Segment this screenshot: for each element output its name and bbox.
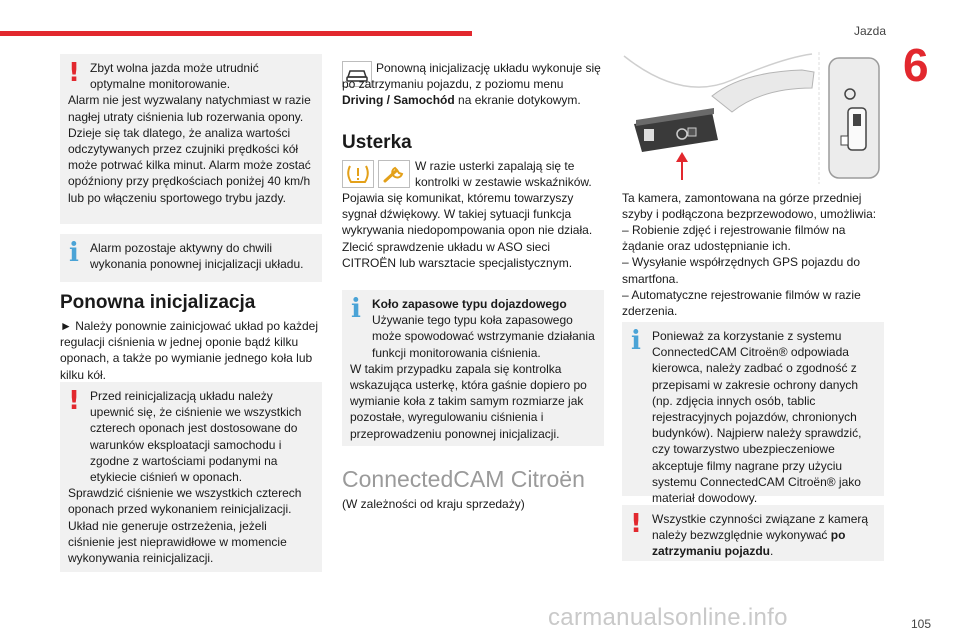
heading-fault: Usterka bbox=[342, 132, 412, 153]
camera-feature-list bbox=[622, 222, 884, 319]
heading-reinit: Ponowna inicjalizacja bbox=[60, 292, 256, 313]
warning-tail-text: . bbox=[770, 544, 774, 559]
warning-mark-icon: ! bbox=[630, 509, 642, 539]
warning-lead-text: Wszystkie czynności związane z kamerą należy bezwzględnie wykonywać bbox=[652, 512, 869, 543]
list-item: – Robienie zdjęć i rejestrowanie filmów na żądanie oraz udostępnianie ich. bbox=[622, 223, 846, 254]
service-wrench-icon bbox=[378, 160, 410, 188]
fault-body: Pojawia się komunikat, któremu towarzyszy sygnał dźwiękowy. W takiej sytuacji funkcja wykrywania niedopompowania opon nie działa. Zlecić sprawdzenie układu w ASO sieci CITROËN lub warsztacie specjalistycznym. bbox=[342, 191, 593, 270]
intro-menu: Driving / Samochód bbox=[342, 93, 455, 108]
intro-tail: na ekranie dotykowym. bbox=[454, 93, 581, 108]
warning-lead: Przed reinicjalizacją układu należy upewnić się, że ciśnienie we wszystkich czterech oponach jest dostosowane do warunków eksploatacji samochodu i zgodne z wartościami podanymi na etykiecie ciśnień w oponach. bbox=[90, 389, 302, 485]
chapter-number: 6 bbox=[903, 39, 929, 91]
tyre-pressure-warning-icon bbox=[342, 160, 374, 188]
info-lead: Ponieważ za korzystanie z systemu ConnectedCAM Citroën® odpowiada kierowca, należy zadbać o zgodność z przepisami w zakresie ochrony danych (np. zdjęcia innych osób, tablic rejestracyjnych pojazdów, chronionych budynków). Najpierw należy sprawdzić, czy towarzystwo ubezpieczeniowe akceptuje filmy nagrane przy użyciu systemu ConnectedCAM Citroën® jako materiał dowodowy. bbox=[652, 329, 862, 506]
warning-body: Sprawdzić ciśnienie we wszystkich czterech oponach przed wykonaniem reinicjalizacji. Układ nie generuje ostrzeżenia, jeżeli ciśnienie jest nieprawidłowe w momencie wykonywania reinicjalizacji. bbox=[68, 486, 302, 566]
warning-bold-text: po zatrzymaniu pojazdu bbox=[652, 528, 846, 559]
info-title: Koło zapasowe typu dojazdowego bbox=[372, 297, 567, 311]
info-lead: Używanie tego typu koła zapasowego może spowodować wstrzymanie działania funkcji monitorowania ciśnienia. bbox=[372, 313, 595, 360]
info-mark-icon: i bbox=[351, 294, 361, 324]
list-item: – Wysyłanie współrzędnych GPS pojazdu do smartfona. bbox=[622, 255, 861, 286]
reinit-paragraph: ► Należy ponownie zainicjować układ po każdej regulacji ciśnienia w jednej oponie bądź kilku oponach, a także po wymianie jednego koła lub kilku kół. bbox=[60, 319, 319, 382]
reinit-intro bbox=[342, 60, 604, 109]
page-number: 105 bbox=[910, 617, 931, 631]
warning-lead bbox=[630, 511, 876, 560]
country-note: (W zależności od kraju sprzedaży) bbox=[342, 497, 525, 511]
warning-body: Alarm nie jest wyzwalany natychmiast w razie nagłej utraty ciśnienia lub rozerwania opony. Dzieje się tak dlatego, że analiza wartości odczytywanych przez czujniki prędkości kół może potrwać kilka minut. Alarm może zostać opóźniony przy prędkościach poniżej 40 km/h lub po włączeniu sportowego trybu jazdy. bbox=[68, 93, 311, 205]
info-body: W takim przypadku zapala się kontrolka wskazująca usterkę, która gaśnie dopiero po wymianie koła z takim samym rozmiarze jak pozostałe, wyregulowaniu ciśnienia i przeprowadzeniu ponownej inicjalizacji. bbox=[350, 361, 587, 441]
info-mark-icon: i bbox=[69, 238, 79, 268]
camera-illustration bbox=[622, 52, 884, 184]
fault-lead: W razie usterki zapalają się te kontrolki w zestawie wskaźników. bbox=[415, 159, 592, 190]
warning-box-monitoring bbox=[60, 54, 322, 224]
list-item: – Automatyczne rejestrowanie filmów w razie zderzenia. bbox=[622, 287, 861, 319]
warning-mark-icon: ! bbox=[68, 386, 80, 416]
camera-paragraph: Ta kamera, zamontowana na górze przedniej szyby i podłączona bezprzewodowo, umożliwia: bbox=[622, 191, 877, 222]
warning-box-camera-stop bbox=[622, 505, 884, 561]
info-box-alarm bbox=[60, 234, 322, 282]
warning-lead: Zbyt wolna jazda może utrudnić optymalne monitorowanie. bbox=[90, 61, 259, 92]
section-title: Jazda bbox=[853, 24, 886, 38]
top-accent-bar bbox=[0, 31, 472, 36]
heading-connectedcam: ConnectedCAM Citroën bbox=[342, 466, 585, 492]
warning-mark-icon: ! bbox=[68, 58, 80, 88]
warning-box-reinit bbox=[60, 382, 322, 572]
watermark: carmanualsonline.info bbox=[548, 604, 788, 631]
info-box-spare-wheel bbox=[342, 290, 604, 446]
info-mark-icon: i bbox=[631, 326, 641, 356]
intro-lead: Ponowną inicjalizację układu wykonuje się po zatrzymaniu pojazdu, z poziomu menu bbox=[342, 61, 601, 92]
info-lead: Alarm pozostaje aktywny do chwili wykonania ponownej inicjalizacji układu. bbox=[90, 241, 304, 272]
info-box-data-protection bbox=[622, 322, 884, 506]
